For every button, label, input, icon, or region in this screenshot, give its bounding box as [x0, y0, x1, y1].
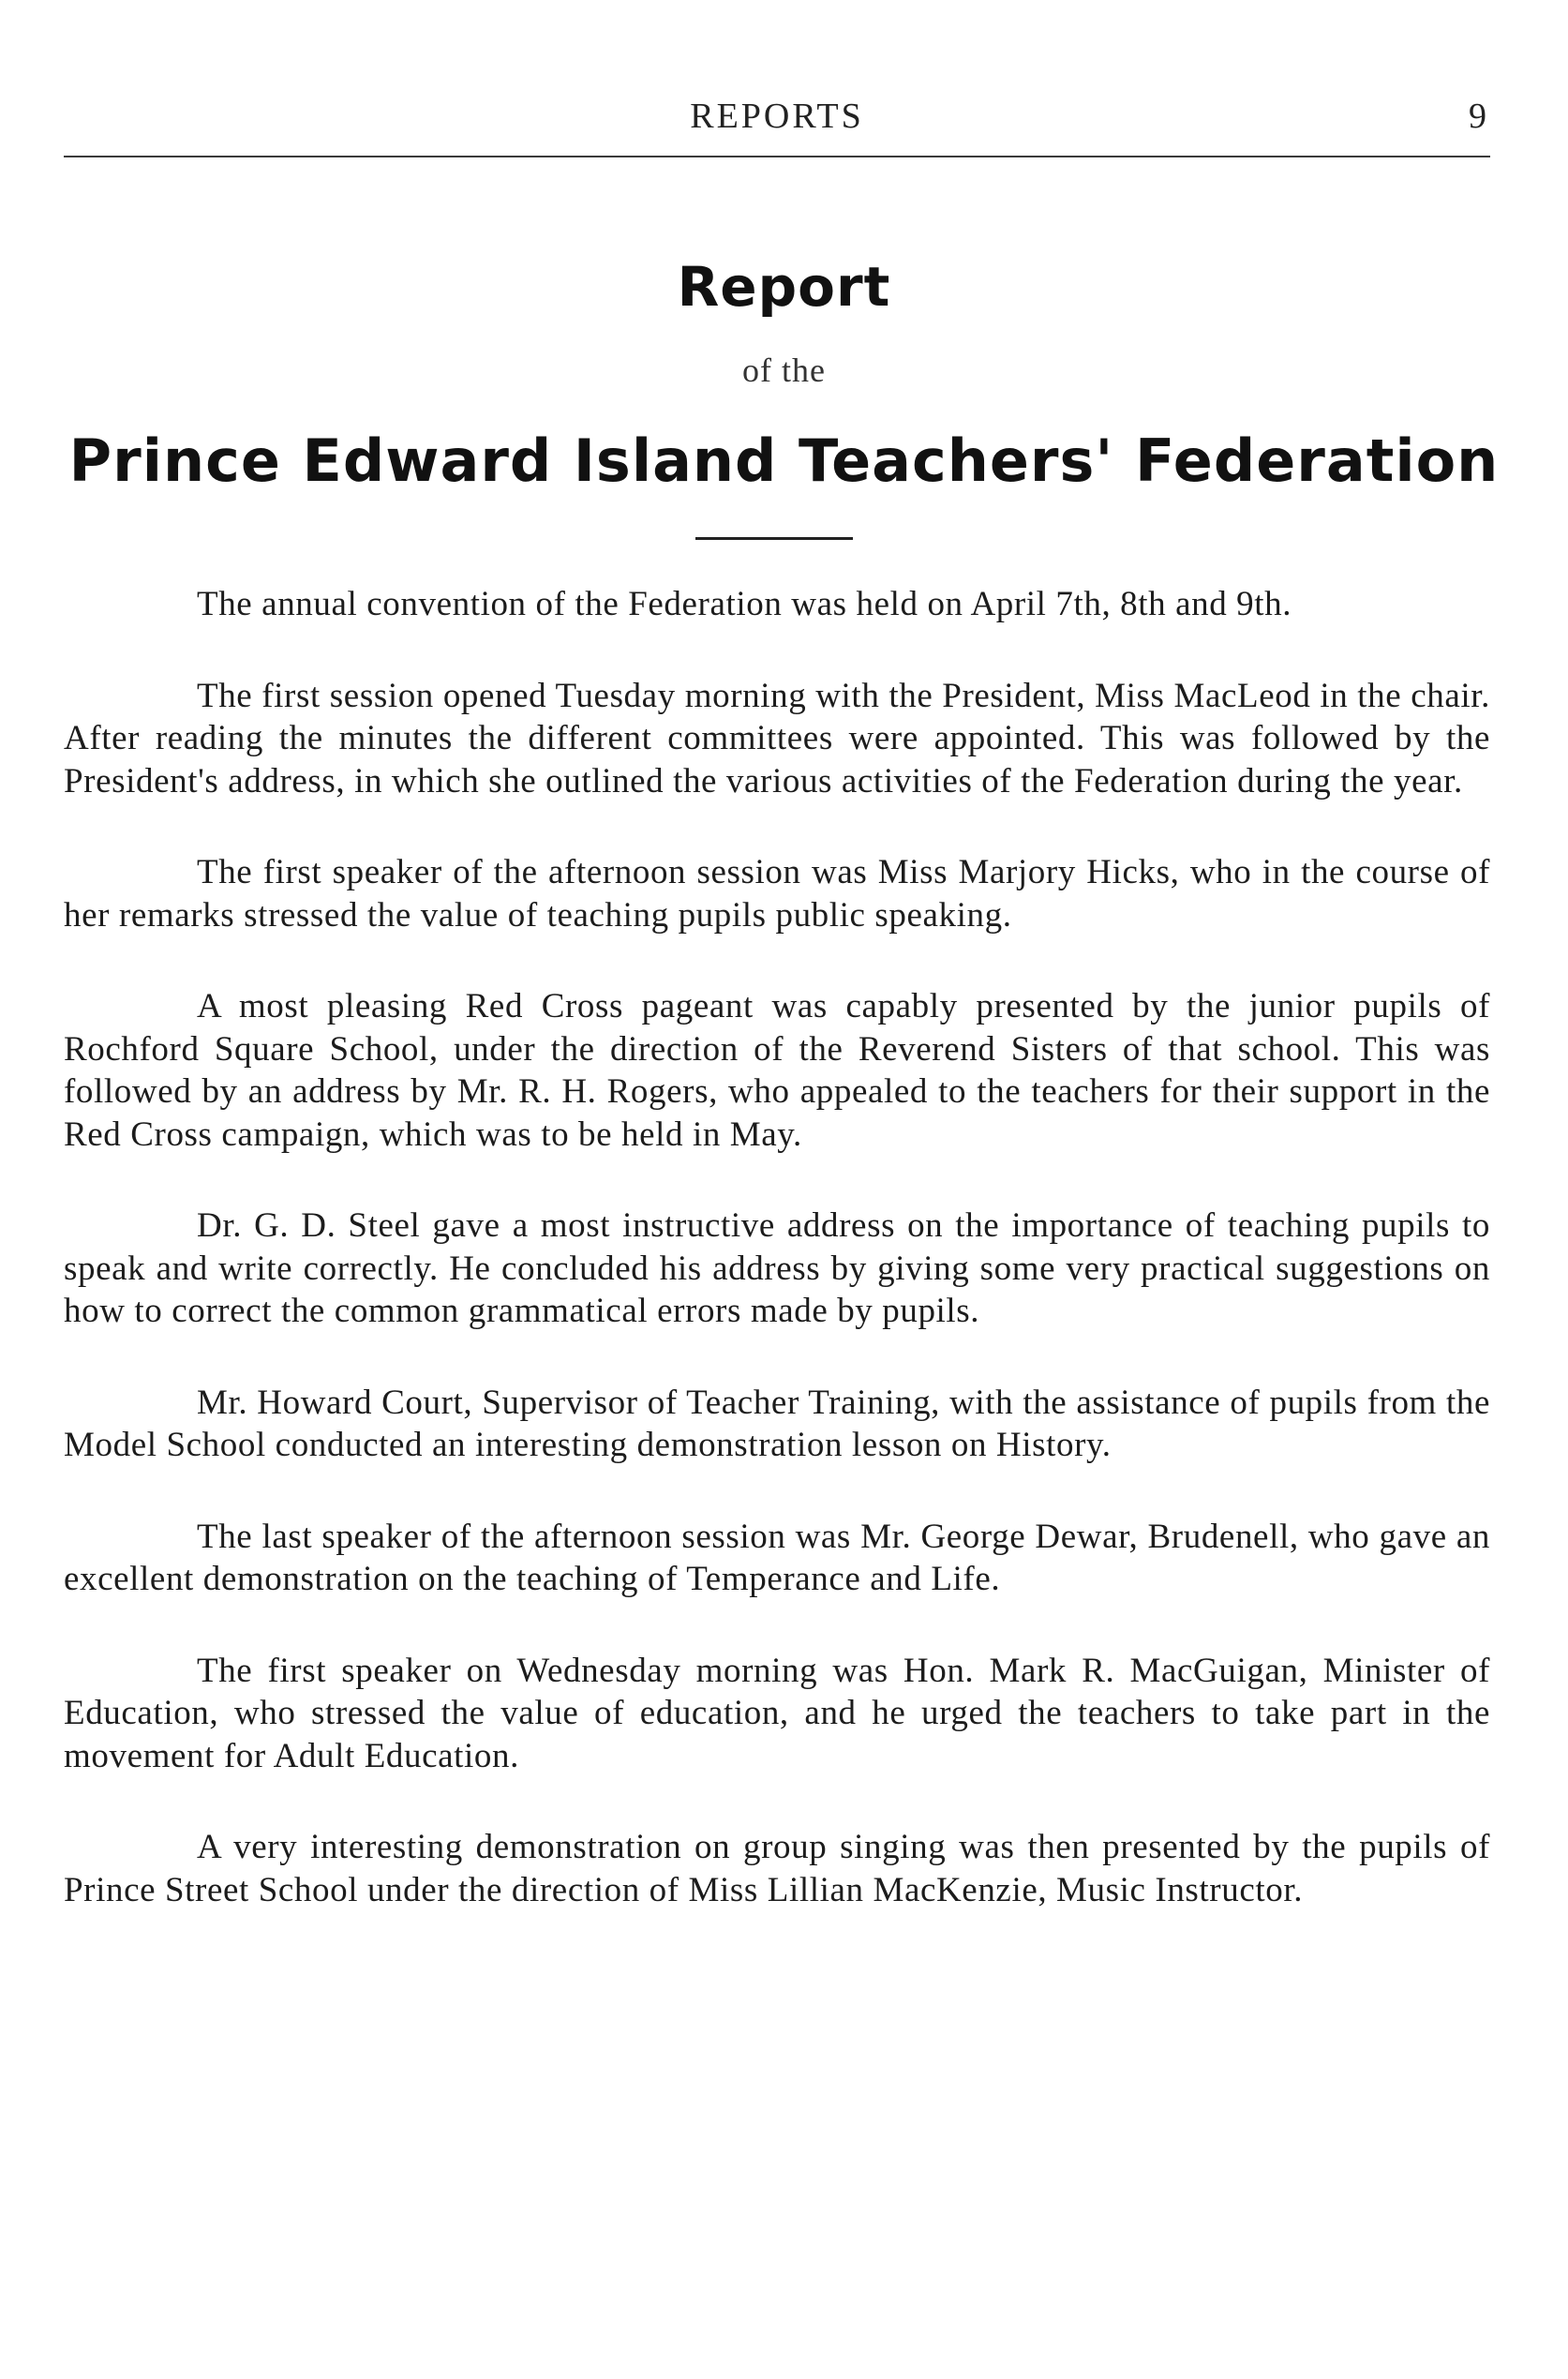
- header-divider: [64, 156, 1490, 157]
- report-body: [64, 583, 1490, 1960]
- paragraph-red-cross: A most pleasing Red Cross pageant was capably presented by the junior pupils of Rochford Square School, under the direction of the Reverend Sisters of that school. This was followed by an address by Mr. R. H. Rogers, who appealed to the teachers for their support in the Red Cross campaign, which was to be held in May.: [64, 987, 1490, 1154]
- organization-title: Prince Edward Island Teachers' Federation: [68, 426, 1500, 495]
- report-heading: Report: [677, 255, 891, 319]
- paragraph-convention: The annual convention of the Federation was held on April 7th, 8th and 9th.: [197, 585, 1292, 623]
- page-number: 9: [1469, 97, 1486, 136]
- running-title: REPORTS: [690, 97, 864, 136]
- paragraph-howard-court: Mr. Howard Court, Supervisor of Teacher Training, with the assistance of pupils from the Model School conducted an interesting demonstration lesson on History.: [64, 1383, 1490, 1464]
- paragraph-group-singing: A very interesting demonstration on group singing was then presented by the pupils of Prince Street School under the direction of Miss Lillian MacKenzie, Music Instructor.: [64, 1828, 1490, 1909]
- report-subheading: of the: [742, 352, 826, 389]
- paragraph-afternoon-speaker: The first speaker of the afternoon session was Miss Marjory Hicks, who in the course of her remarks stressed the value of teaching pupils public speaking.: [64, 853, 1490, 935]
- paragraph-first-session: The first session opened Tuesday morning with the President, Miss MacLeod in the chair. After reading the minutes the different committees were appointed. This was followed by the President's address, in which she outlined the various activities of the Federation during the year.: [64, 676, 1490, 800]
- paragraph-george-dewar: The last speaker of the afternoon session was Mr. George Dewar, Brudenell, who gave an excellent demonstration on the teaching of Temperance and Life.: [64, 1517, 1490, 1598]
- paragraph-wednesday-speaker: The first speaker on Wednesday morning was Hon. Mark R. MacGuigan, Minister of Education, who stressed the value of education, and he urged the teachers to take part in the movement for Adult Education.: [64, 1651, 1490, 1775]
- paragraph-dr-steel: Dr. G. D. Steel gave a most instructive address on the importance of teaching pupils to speak and write correctly. He concluded his address by giving some very practical suggestions on how to correct the common grammatical errors made by pupils.: [64, 1206, 1490, 1330]
- running-head: [64, 92, 1490, 148]
- title-divider: [695, 537, 853, 540]
